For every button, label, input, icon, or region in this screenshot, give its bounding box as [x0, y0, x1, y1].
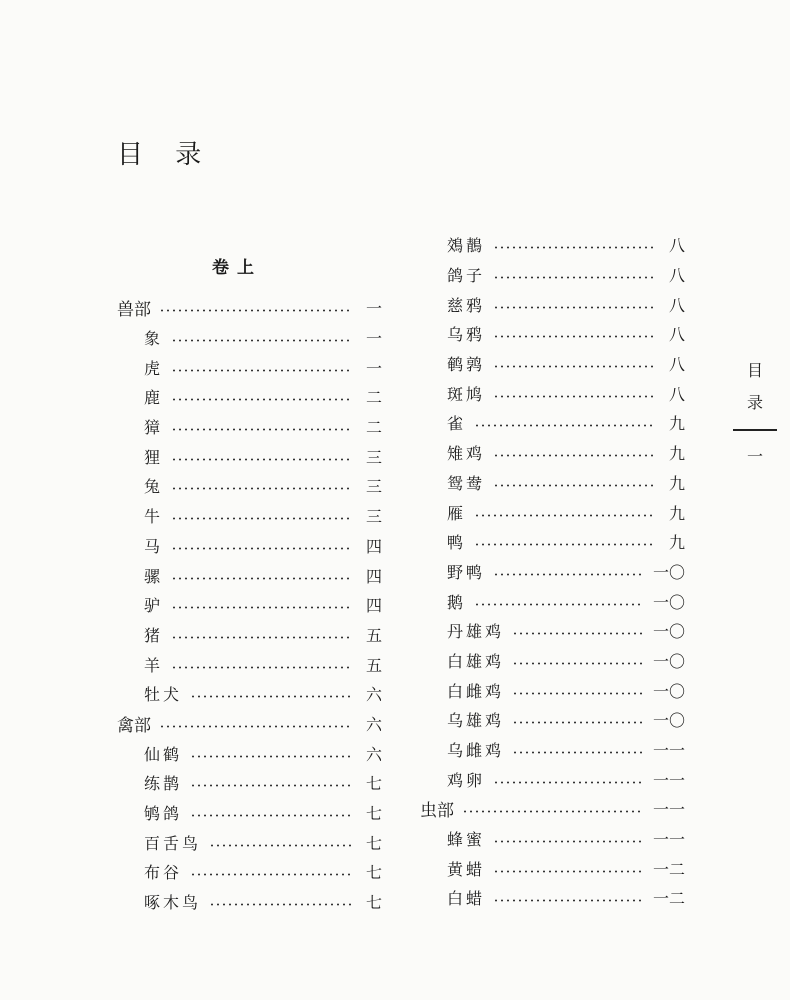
- toc-entry[interactable]: [117, 352, 382, 382]
- dot-leader: [493, 276, 655, 279]
- entry-title: 仙鹤: [144, 744, 183, 764]
- toc-entry[interactable]: [420, 646, 685, 676]
- entry-page-number: 五: [365, 655, 382, 675]
- side-head-char: 录: [746, 393, 763, 412]
- dot-leader: [512, 721, 643, 724]
- dot-leader: [171, 458, 352, 461]
- toc-right-column: [420, 230, 685, 913]
- dot-leader: [512, 692, 643, 695]
- page-title: 目 录: [117, 140, 214, 170]
- entry-title: 雉鸡: [447, 444, 486, 464]
- entry-page-number: 一一: [652, 770, 685, 790]
- entry-title: 乌雄鸡: [447, 711, 505, 731]
- dot-leader: [493, 246, 655, 249]
- toc-entry[interactable]: [420, 349, 685, 379]
- entry-page-number: 一二: [652, 889, 685, 909]
- entry-page-number: 一二: [652, 859, 685, 879]
- dot-leader: [493, 454, 655, 457]
- entry-title: 鹌鹑: [447, 355, 486, 375]
- dot-leader: [171, 428, 352, 431]
- dot-leader: [493, 840, 643, 843]
- entry-title: 丹雄鸡: [447, 622, 505, 642]
- entry-title: 禽部: [117, 715, 151, 736]
- dot-leader: [171, 487, 352, 490]
- toc-entry[interactable]: [420, 319, 685, 349]
- toc-entry[interactable]: [420, 883, 685, 913]
- entry-title: 猪: [144, 625, 164, 645]
- dot-leader: [171, 547, 352, 550]
- entry-title: 斑鸠: [447, 384, 486, 404]
- dot-leader: [493, 781, 643, 784]
- entry-page-number: 七: [365, 774, 382, 794]
- entry-title: 牡犬: [144, 685, 183, 705]
- toc-entry[interactable]: [117, 857, 382, 887]
- entry-page-number: 一〇: [652, 651, 685, 671]
- entry-title: 鸳鸯: [447, 473, 486, 493]
- toc-entry[interactable]: [117, 768, 382, 798]
- entry-title: 乌雌鸡: [447, 741, 505, 761]
- entry-page-number: 九: [668, 503, 685, 523]
- toc-entry[interactable]: [420, 378, 685, 408]
- toc-entry[interactable]: [117, 649, 382, 679]
- entry-title: 兔: [144, 477, 164, 497]
- entry-title: 乌鸦: [447, 325, 486, 345]
- dot-leader: [171, 369, 352, 372]
- dot-leader: [493, 573, 643, 576]
- entry-title: 黄蜡: [447, 859, 486, 879]
- entry-page-number: 三: [365, 477, 382, 497]
- entry-page-number: 一〇: [652, 711, 685, 731]
- entry-title: 鸲鸽: [144, 804, 183, 824]
- entry-page-number: 六: [365, 714, 382, 734]
- dot-leader: [512, 662, 643, 665]
- toc-entry[interactable]: [117, 441, 382, 471]
- dot-leader: [512, 632, 643, 635]
- entry-title: 雁: [447, 503, 467, 523]
- entry-title: 鵁鶄: [447, 236, 486, 256]
- entry-page-number: 一: [365, 329, 382, 349]
- toc-entry[interactable]: [117, 323, 382, 353]
- toc-entry[interactable]: [420, 616, 685, 646]
- toc-section-entry[interactable]: [117, 709, 382, 739]
- entry-title: 白蜡: [447, 889, 486, 909]
- dot-leader: [171, 577, 352, 580]
- entry-title: 兽部: [117, 300, 151, 321]
- toc-entry[interactable]: [117, 620, 382, 650]
- entry-page-number: 一〇: [652, 562, 685, 582]
- entry-title: 鹅: [447, 592, 467, 612]
- toc-entry[interactable]: [420, 527, 685, 557]
- toc-entry[interactable]: [420, 853, 685, 883]
- toc-entry[interactable]: [117, 827, 382, 857]
- entry-title: 狸: [144, 447, 164, 467]
- entry-title: 蜂蜜: [447, 830, 486, 850]
- entry-page-number: 八: [668, 295, 685, 315]
- dot-leader: [493, 365, 655, 368]
- entry-title: 骡: [144, 566, 164, 586]
- entry-page-number: 七: [365, 863, 382, 883]
- entry-title: 啄木鸟: [144, 893, 202, 913]
- entry-page-number: 七: [365, 833, 382, 853]
- dot-leader: [462, 810, 643, 813]
- toc-entry[interactable]: [420, 557, 685, 587]
- entry-page-number: 四: [365, 596, 382, 616]
- entry-page-number: 二: [365, 418, 382, 438]
- toc-entry[interactable]: [117, 382, 382, 412]
- entry-page-number: 一一: [652, 800, 685, 820]
- entry-page-number: 一: [365, 299, 382, 319]
- dot-leader: [493, 335, 655, 338]
- dot-leader: [209, 844, 352, 847]
- entry-page-number: 一: [365, 358, 382, 378]
- entry-title: 鸽子: [447, 266, 486, 286]
- dot-leader: [474, 603, 643, 606]
- entry-title: 雀: [447, 414, 467, 434]
- toc-entry[interactable]: [117, 560, 382, 590]
- toc-entry[interactable]: [117, 738, 382, 768]
- entry-page-number: 一〇: [652, 681, 685, 701]
- entry-title: 鸡卵: [447, 770, 486, 790]
- toc-entry[interactable]: [117, 501, 382, 531]
- dot-leader: [171, 398, 352, 401]
- toc-entry[interactable]: [420, 497, 685, 527]
- dot-leader: [209, 903, 352, 906]
- toc-entry[interactable]: [420, 468, 685, 498]
- page-number: 一: [746, 447, 763, 466]
- dot-leader: [512, 751, 643, 754]
- toc-entry[interactable]: [117, 471, 382, 501]
- entry-page-number: 八: [668, 236, 685, 256]
- toc-entry[interactable]: [420, 438, 685, 468]
- toc-entry[interactable]: [420, 735, 685, 765]
- entry-page-number: 四: [365, 566, 382, 586]
- entry-title: 獐: [144, 418, 164, 438]
- toc-entry[interactable]: [117, 412, 382, 442]
- side-divider: [733, 429, 777, 431]
- entry-page-number: 六: [365, 685, 382, 705]
- entry-page-number: 七: [365, 804, 382, 824]
- dot-leader: [171, 606, 352, 609]
- toc-entry[interactable]: [420, 764, 685, 794]
- entry-page-number: 三: [365, 447, 382, 467]
- toc-entry[interactable]: [420, 824, 685, 854]
- toc-entry[interactable]: [420, 408, 685, 438]
- dot-leader: [190, 755, 352, 758]
- dot-leader: [190, 784, 352, 787]
- entry-page-number: 六: [365, 744, 382, 764]
- entry-title: 练鹊: [144, 774, 183, 794]
- entry-title: 驴: [144, 596, 164, 616]
- entry-page-number: 九: [668, 533, 685, 553]
- dot-leader: [493, 899, 643, 902]
- dot-leader: [190, 695, 352, 698]
- entry-page-number: 九: [668, 414, 685, 434]
- dot-leader: [474, 424, 655, 427]
- entry-page-number: 八: [668, 266, 685, 286]
- entry-title: 羊: [144, 655, 164, 675]
- toc-entry[interactable]: [117, 887, 382, 917]
- entry-page-number: 四: [365, 536, 382, 556]
- entry-title: 白雌鸡: [447, 681, 505, 701]
- dot-leader: [493, 395, 655, 398]
- toc-entry[interactable]: [420, 289, 685, 319]
- side-running-head: [733, 355, 777, 473]
- dot-leader: [159, 309, 352, 312]
- dot-leader: [190, 873, 352, 876]
- toc-entry[interactable]: [117, 531, 382, 561]
- dot-leader: [493, 484, 655, 487]
- toc-entry[interactable]: [420, 260, 685, 290]
- entry-title: 百舌鸟: [144, 833, 202, 853]
- entry-page-number: 一一: [652, 741, 685, 761]
- toc-entry[interactable]: [117, 798, 382, 828]
- entry-page-number: 八: [668, 384, 685, 404]
- entry-page-number: 八: [668, 355, 685, 375]
- toc-section-entry[interactable]: [420, 794, 685, 824]
- entry-page-number: 一〇: [652, 592, 685, 612]
- entry-title: 布谷: [144, 863, 183, 883]
- toc-entry[interactable]: [420, 675, 685, 705]
- entry-page-number: 九: [668, 444, 685, 464]
- entry-page-number: 七: [365, 893, 382, 913]
- entry-title: 牛: [144, 507, 164, 527]
- entry-page-number: 三: [365, 507, 382, 527]
- toc-entry[interactable]: [117, 590, 382, 620]
- entry-page-number: 五: [365, 625, 382, 645]
- toc-entry[interactable]: [117, 679, 382, 709]
- entry-title: 野鸭: [447, 562, 486, 582]
- dot-leader: [171, 339, 352, 342]
- toc-section-entry[interactable]: [117, 293, 382, 323]
- entry-title: 鹿: [144, 388, 164, 408]
- entry-page-number: 九: [668, 473, 685, 493]
- dot-leader: [171, 666, 352, 669]
- entry-page-number: 二: [365, 388, 382, 408]
- dot-leader: [474, 514, 655, 517]
- dot-leader: [493, 870, 643, 873]
- entry-title: 虎: [144, 358, 164, 378]
- dot-leader: [190, 814, 352, 817]
- entry-page-number: 一一: [652, 830, 685, 850]
- toc-entry[interactable]: [420, 586, 685, 616]
- dot-leader: [171, 636, 352, 639]
- toc-entry[interactable]: [420, 230, 685, 260]
- dot-leader: [159, 725, 352, 728]
- toc-left-column: [117, 293, 382, 916]
- entry-title: 象: [144, 329, 164, 349]
- entry-title: 白雄鸡: [447, 651, 505, 671]
- entry-title: 慈鸦: [447, 295, 486, 315]
- dot-leader: [171, 517, 352, 520]
- dot-leader: [474, 543, 655, 546]
- entry-title: 马: [144, 536, 164, 556]
- entry-title: 虫部: [420, 801, 454, 822]
- dot-leader: [493, 306, 655, 309]
- side-head-char: 目: [746, 361, 763, 380]
- toc-entry[interactable]: [420, 705, 685, 735]
- entry-page-number: 八: [668, 325, 685, 345]
- entry-page-number: 一〇: [652, 622, 685, 642]
- entry-title: 鸭: [447, 533, 467, 553]
- volume-heading: 卷上: [212, 258, 262, 278]
